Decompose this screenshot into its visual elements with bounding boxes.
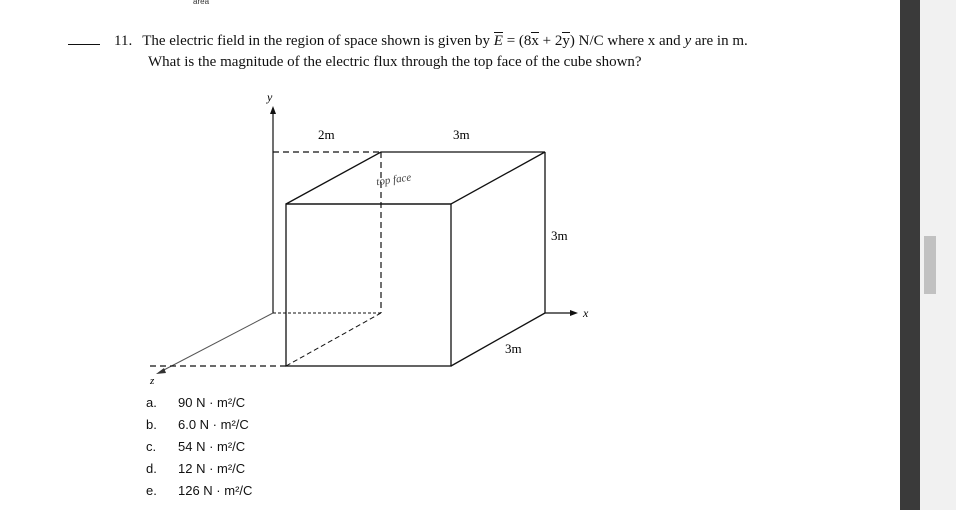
x-axis-label: x	[583, 306, 589, 320]
question-text-d: ) N/C where x and	[569, 33, 685, 49]
x-unit-vector: x	[531, 33, 539, 49]
choice-c	[146, 436, 252, 458]
choice-text: 90 N · m²/C	[178, 395, 246, 411]
z-axis-label: z	[150, 375, 155, 386]
question-line-1	[68, 31, 748, 51]
dim-label-top-right: 3m	[453, 127, 470, 142]
choice-text: 126 N · m²/C	[178, 482, 253, 498]
choice-letter: e.	[146, 482, 157, 498]
choice-letter: b.	[146, 417, 157, 433]
scrollbar-thumb[interactable]	[924, 236, 936, 294]
choice-b	[146, 414, 252, 436]
choice-text: 54 N · m²/C	[178, 438, 246, 454]
choice-letter: d.	[146, 460, 157, 476]
choice-text: 6.0 N · m²/C	[178, 417, 249, 433]
choice-letter: c.	[146, 438, 157, 454]
question-text-b: = (8	[502, 33, 532, 49]
question-number: 11.	[114, 33, 133, 49]
choice-letter: a.	[146, 395, 157, 411]
cube-right-bottom	[451, 313, 545, 366]
y-axis-arrow	[270, 106, 276, 114]
choice-e	[146, 479, 252, 501]
answer-choices	[146, 392, 252, 501]
z-axis	[160, 313, 273, 372]
dim-label-top-left: 2m	[318, 127, 335, 142]
choice-a	[146, 392, 252, 414]
z-axis-arrow	[156, 368, 166, 374]
question-line-2: What is the magnitude of the electric flux through the top face of the cube shown?	[148, 54, 642, 70]
question-text-c: + 2	[538, 33, 563, 49]
y-axis-label: y	[267, 90, 273, 104]
answer-blank	[68, 32, 100, 45]
choice-d	[146, 457, 252, 479]
y-variable: y	[684, 33, 692, 49]
dim-label-right: 3m	[551, 228, 568, 243]
dashed-bottom-diagonal	[286, 313, 381, 366]
cube-front-face	[286, 204, 451, 366]
window-gutter	[900, 0, 920, 510]
cut-off-label: area	[193, 0, 210, 6]
question-text-a: The electric field in the region of space shown is given by	[142, 33, 494, 49]
top-face-label: top face	[375, 171, 413, 189]
cube-top-face	[286, 152, 545, 204]
e-field-symbol: E	[493, 33, 503, 49]
choice-text: 12 N · m²/C	[178, 460, 246, 476]
dim-label-bottom: 3m	[505, 341, 522, 356]
cube-diagram	[140, 86, 620, 386]
question-text-e: are in m.	[691, 33, 748, 49]
y-unit-vector: y	[562, 33, 570, 49]
x-axis-arrow	[570, 310, 578, 316]
